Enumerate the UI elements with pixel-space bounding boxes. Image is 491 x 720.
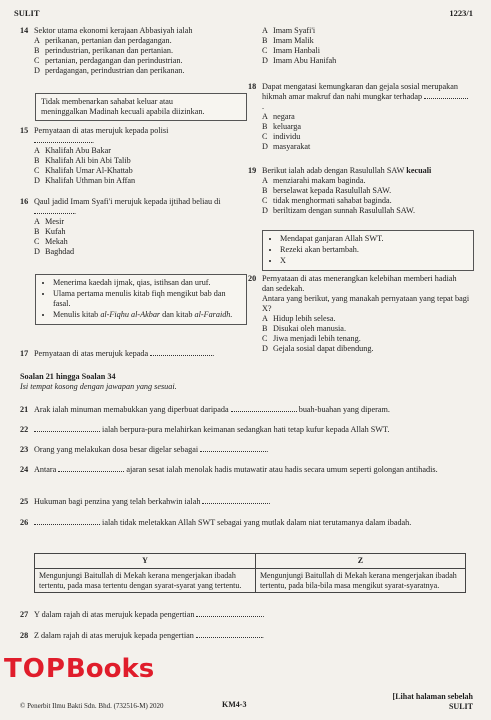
bullet-item: • X	[280, 256, 468, 266]
option-a[interactable]: A menziarahi makam baginda.	[262, 176, 366, 185]
option-c[interactable]: C tidak menghormati sahabat baginda.	[262, 196, 392, 205]
table-cell-z: Mengunjungi Baitullah di Mekah kerana mengerjakan ibadah tertentu, pada bila-bila masa mengikut syarat-syaratnya.	[255, 568, 465, 593]
question-23	[20, 445, 472, 455]
question-number: 25	[20, 497, 29, 506]
section-header	[20, 372, 177, 392]
question-number: 15	[20, 126, 29, 135]
option-b[interactable]: B Kufah	[34, 227, 66, 236]
bullet-item: • Menerima kaedah ijmak, qias, istihsan dan uruf.	[53, 278, 241, 288]
question-number: 17	[20, 349, 29, 358]
question-number: 20	[248, 274, 257, 283]
bullet-item: • Menulis kitab al-Fiqhu al-Akbar dan kitab al-Faraidh.	[53, 310, 241, 320]
question-number: 21	[20, 405, 29, 414]
section-instruction: Isi tempat kosong dengan jawapan yang sesuai.	[20, 382, 177, 391]
question-28	[20, 631, 472, 641]
footer-page-code: KM4-3	[222, 700, 247, 709]
answer-blank[interactable]	[34, 142, 92, 143]
option-b[interactable]: B keluarga	[262, 122, 302, 131]
question-number: 28	[20, 631, 29, 640]
section-title: Soalan 21 hingga Soalan 34	[20, 372, 116, 381]
option-a[interactable]: A Imam Syafi'i	[262, 26, 316, 35]
option-d[interactable]: D beriltizam dengan sunnah Rasulullah SAW.	[262, 206, 416, 215]
logo-books-text: Books	[65, 654, 155, 684]
header-left: SULIT	[14, 8, 40, 18]
question-text: Antara ajaran sesat ialah menolak hadis mutawatir atau hadis secara umum seperti golongan antihadis.	[34, 465, 438, 474]
question-19	[248, 166, 470, 216]
option-d[interactable]: D masyarakat	[262, 142, 311, 151]
stimulus-box-20	[262, 230, 474, 271]
option-c[interactable]: C Imam Hanbali	[262, 46, 321, 55]
question-number: 22	[20, 425, 29, 434]
table-header-y: Y	[35, 554, 256, 569]
answer-blank[interactable]	[200, 451, 266, 452]
question-21	[20, 405, 472, 415]
option-b[interactable]: B berselawat kepada Rasulullah SAW.	[262, 186, 392, 195]
question-text: Qaul jadid Imam Syafi'i merujuk kepada ijtihad beliau di .	[34, 197, 221, 216]
answer-blank[interactable]	[58, 471, 124, 472]
question-text: Y dalam rajah di atas merujuk kepada pengertian .	[34, 610, 265, 619]
footer-right	[393, 692, 473, 712]
table-header-z: Z	[255, 554, 465, 569]
question-22	[20, 425, 472, 435]
answer-blank[interactable]	[34, 524, 100, 525]
footer-copyright: © Penerbit Ilmu Bakti Sdn. Bhd. (732516-M) 2020	[20, 702, 164, 710]
question-text: Hukuman bagi penzina yang telah berkahwin ialah .	[34, 497, 271, 506]
option-b[interactable]: B Disukai oleh manusia.	[262, 324, 346, 333]
option-d[interactable]: D perdagangan, perindustrian dan perikanan.	[34, 66, 185, 75]
option-b[interactable]: B Imam Malik	[262, 36, 314, 45]
question-text: ialah tidak meletakkan Allah SWT sebagai yang mutlak dalam niat terutamanya dalam ibadah.	[34, 518, 472, 528]
answer-blank[interactable]	[150, 355, 212, 356]
option-d[interactable]: D Imam Abu Hanifah	[262, 56, 337, 65]
answer-blank[interactable]	[196, 637, 262, 638]
question-18	[248, 82, 470, 152]
option-d[interactable]: D Gejala sosial dapat dibendung.	[262, 344, 374, 353]
question-text: Dapat mengatasi kemungkaran dan gejala sosial merupakan hikmah amar makruf dan nahi mungkar terhadap .	[262, 82, 470, 112]
question-number: 14	[20, 26, 29, 35]
question-text: Antara yang berikut, yang manakah pernyataan yang tepat bagi X?	[262, 294, 470, 313]
question-27	[20, 610, 472, 620]
header-right: 1223/1	[449, 8, 473, 18]
bullet-item: • Ulama pertama menulis kitab fiqh mengikut bab dan fasal.	[53, 289, 241, 309]
option-c[interactable]: C pertanian, perdagangan dan perindustrian.	[34, 56, 183, 65]
question-15: 15 Pernyataan di atas merujuk kepada polisi . A Khalifah Abu Bakar B Khalifah Ali bin Abi Talib C Khalifah Umar Al-Khattab D Khalifah Uthman bin Affan	[20, 126, 242, 186]
question-number: 18	[248, 82, 257, 91]
bullet-item: • Rezeki akan bertambah.	[280, 245, 468, 255]
answer-blank[interactable]	[34, 213, 74, 214]
question-20	[248, 274, 470, 354]
question-text: Arak ialah minuman memabukkan yang diperbuat daripada buah-buahan yang diperam.	[34, 405, 390, 414]
question-25	[20, 497, 472, 507]
option-a[interactable]: A negara	[262, 112, 295, 121]
option-d[interactable]: D Khalifah Uthman bin Affan	[34, 176, 136, 185]
question-number: 26	[20, 518, 29, 527]
question-text: ialah berpura-pura melahirkan keimanan sedangkan hati tetap kufur kepada Allah SWT.	[34, 425, 472, 435]
question-text: Orang yang melakukan dosa besar digelar sebagai .	[34, 445, 269, 454]
answer-blank[interactable]	[202, 503, 268, 504]
question-14	[20, 26, 242, 76]
stimulus-line: meninggalkan Madinah kecuali apabila diizinkan.	[41, 107, 205, 116]
question-17-options	[248, 26, 470, 66]
option-c[interactable]: C individu	[262, 132, 301, 141]
comparison-table	[34, 553, 466, 593]
question-16	[20, 197, 242, 257]
footer-next-page: [Lihat halaman sebelah	[392, 692, 473, 701]
question-26	[20, 518, 472, 528]
question-number: 27	[20, 610, 29, 619]
option-c[interactable]: C Khalifah Umar Al-Khattab	[34, 166, 133, 175]
option-a[interactable]: A Khalifah Abu Bakar	[34, 146, 111, 155]
answer-blank[interactable]	[424, 98, 468, 99]
table-cell-y: Mengunjungi Baitullah di Mekah kerana mengerjakan ibadah tertentu, pada masa tertentu dengan syarat-syarat yang tertentu.	[35, 568, 256, 593]
question-text: Z dalam rajah di atas merujuk kepada pengertian .	[34, 631, 264, 640]
question-number: 23	[20, 445, 29, 454]
stimulus-line: Tidak membenarkan sahabat keluar atau	[41, 97, 174, 106]
footer-sulit: SULIT	[448, 701, 473, 711]
question-text: Berikut ialah adab dengan Rasulullah SAW kecuali	[262, 166, 432, 175]
option-b[interactable]: B perindustrian, perikanan dan pertanian.	[34, 46, 173, 55]
option-a[interactable]: A Mesir	[34, 217, 65, 226]
option-b[interactable]: B Khalifah Ali bin Abi Talib	[34, 156, 131, 165]
question-number: 19	[248, 166, 257, 175]
stimulus-box-17	[35, 274, 247, 325]
stimulus-box-15	[35, 93, 247, 121]
question-text: Sektor utama ekonomi kerajaan Abbasiyah ialah	[34, 26, 193, 35]
logo-top-text: TOP	[4, 654, 66, 684]
question-text: Pernyataan di atas menerangkan kelebihan memberi hadiah dan sedekah.	[262, 274, 457, 293]
option-a[interactable]: A perikanan, pertanian dan perdagangan.	[34, 36, 172, 45]
topbooks-logo	[4, 654, 184, 694]
option-c[interactable]: C Mekah	[34, 237, 68, 246]
question-number: 24	[20, 465, 29, 474]
question-17	[20, 349, 242, 359]
option-a[interactable]: A Hidup lebih selesa.	[262, 314, 336, 323]
answer-blank[interactable]	[231, 411, 297, 412]
option-d[interactable]: D Baghdad	[34, 247, 75, 256]
bullet-item: • Mendapat ganjaran Allah SWT.	[280, 234, 468, 244]
question-number: 16	[20, 197, 29, 206]
answer-blank[interactable]	[196, 616, 262, 617]
question-text: Pernyataan di atas merujuk kepada polisi	[34, 126, 169, 135]
option-c[interactable]: C Jiwa menjadi lebih tenang.	[262, 334, 361, 343]
question-24	[20, 465, 472, 475]
answer-blank[interactable]	[34, 431, 100, 432]
question-text: Pernyataan di atas merujuk kepada .	[34, 349, 215, 358]
